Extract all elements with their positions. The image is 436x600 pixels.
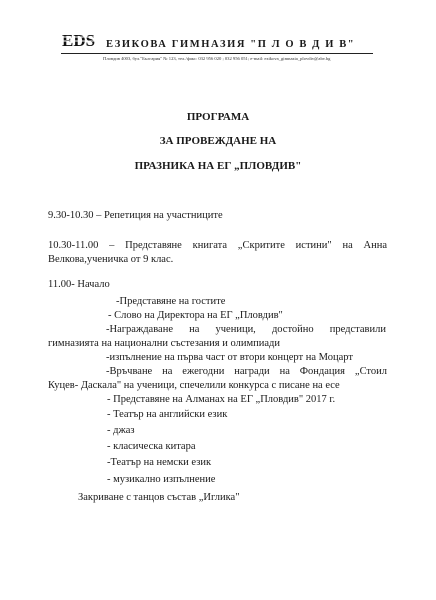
closing-line: Закриване с танцов състав „Иглика" [78,492,240,503]
title-line-3: ПРАЗНИКА НА ЕГ „ПЛОВДИВ" [134,160,302,172]
program-start: 11.00- Начало [48,279,110,290]
header-divider [61,53,373,54]
program-item: Куцев- Даскала" на ученици, спечелили конкурса с писане на есе [48,380,340,391]
title-line-2: ЗА ПРОВЕЖДАНЕ НА [159,135,277,147]
school-address: Пловдив 4003, бул."България" № 123, тел./факс: 032 956 020 ; 032 956 051; e-mail: ezikova_gimnazia_plovdiv@abv.bg [103,56,331,61]
svg-text:EDS: EDS [62,31,96,50]
program-item: -Награждаване на ученици, достойно представили [106,324,386,335]
program-item: - джаз [107,425,135,436]
title-line-1: ПРОГРАМА [186,111,250,123]
program-item: - Слово на Директора на ЕГ „Пловдив" [108,310,283,321]
book-presentation-line-2: Велкова,ученичка от 9 клас. [48,254,174,265]
program-item: -Театър на немски език [107,457,212,468]
program-item: -Представяне на гостите [116,296,226,307]
program-item: -изпълнение на първа част от втори концерт на Моцарт [106,352,353,363]
program-item: - Театър на английски език [107,409,228,420]
program-item: гимназията на национални състезания и олимпиади [48,338,280,349]
school-name: ЕЗИКОВА ГИМНАЗИЯ "П Л О В Д И В" [106,39,356,50]
program-item: - класическа китара [107,441,196,452]
school-logo [61,30,101,50]
program-item: - музикално изпълнение [107,474,216,485]
book-presentation-line-1: 10.30-11.00 – Представяне книгата „Скритите истини" на Анна [48,240,387,251]
rehearsal-line: 9.30-10.30 – Репетиция на участниците [48,210,223,221]
program-item: -Връчване на ежегодни награди на Фондация „Стоил [106,366,387,377]
program-item: - Представяне на Алманах на ЕГ „Пловдив" 2017 г. [107,394,336,405]
